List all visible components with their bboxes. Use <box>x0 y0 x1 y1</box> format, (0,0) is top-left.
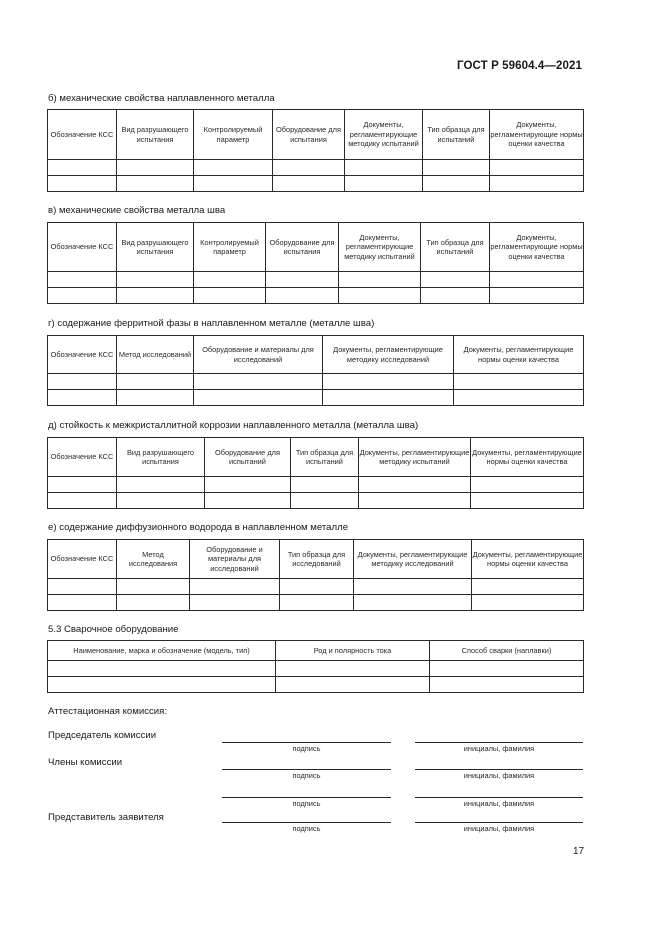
header-cell: Вид разрушающего испытания <box>117 438 205 477</box>
signature-caption: подпись <box>292 771 321 780</box>
section-e-caption: е) содержание диффузионного водорода в наплавленном металле <box>48 522 349 533</box>
header-cell: Обозначение КСС <box>48 438 117 477</box>
table-row <box>48 579 584 595</box>
table-d <box>47 437 584 509</box>
header-cell: Способ сварки (наплавки) <box>430 641 584 661</box>
header-cell: Вид разрушающего испытания <box>117 223 194 272</box>
header-cell: Контролируемый параметр <box>194 110 273 160</box>
table-b <box>47 109 584 192</box>
initials-caption: инициалы, фамилия <box>463 824 535 833</box>
header-cell: Оборудование и материалы для исследований <box>190 540 280 579</box>
initials-caption: инициалы, фамилия <box>463 744 535 753</box>
header-cell: Метод исследования <box>117 540 190 579</box>
chairman-label: Председатель комиссии <box>48 730 157 741</box>
section-v-caption: в) механические свойства металла шва <box>48 205 226 216</box>
signature-line <box>222 822 391 823</box>
header-cell: Документы, регламентирующие методику испытаний <box>359 438 471 477</box>
header-cell: Оборудование для испытания <box>266 223 339 272</box>
header-cell: Оборудование для испытаний <box>205 438 291 477</box>
name-line <box>415 742 583 743</box>
applicant-rep-label: Представитель заявителя <box>48 812 164 823</box>
name-line <box>415 797 583 798</box>
section-53-caption: 5.3 Сварочное оборудование <box>48 624 179 635</box>
header-cell: Оборудование и материалы для исследований <box>194 336 323 374</box>
table-row <box>48 493 584 509</box>
signature-line <box>222 742 391 743</box>
signature-caption: подпись <box>292 824 321 833</box>
section-b-caption: б) механические свойства наплавленного металла <box>48 93 275 104</box>
commission-title: Аттестационная комиссия: <box>48 706 168 717</box>
header-cell: Тип образца для испытаний <box>291 438 359 477</box>
header-cell: Документы, регламентирующие нормы оценки качества <box>490 110 584 160</box>
signature-line <box>222 769 391 770</box>
table-v <box>47 222 584 304</box>
table-row <box>48 390 584 406</box>
header-cell: Документы, регламентирующие методику исследований <box>323 336 454 374</box>
signature-caption: подпись <box>292 744 321 753</box>
header-cell: Обозначение КСС <box>48 223 117 272</box>
table-row <box>48 661 584 677</box>
initials-caption: инициалы, фамилия <box>463 771 535 780</box>
table-e <box>47 539 584 611</box>
table-row <box>48 176 584 192</box>
header-cell: Документы, регламентирующие методику испытаний <box>339 223 421 272</box>
header-cell: Обозначение КСС <box>48 336 117 374</box>
header-cell: Документы, регламентирующие нормы оценки качества <box>454 336 584 374</box>
signature-line <box>222 797 391 798</box>
table-row <box>48 160 584 176</box>
header-cell: Вид разрушающего испытания <box>117 110 194 160</box>
section-g-caption: г) содержание ферритной фазы в наплавленном металле (металле шва) <box>48 318 375 329</box>
header-cell: Документы, регламентирующие нормы оценки качества <box>490 223 584 272</box>
header-cell: Тип образца для испытаний <box>423 110 490 160</box>
header-cell: Род и полярность тока <box>276 641 430 661</box>
header-cell: Документы, регламентирующие методику исследований <box>354 540 472 579</box>
table-row <box>48 272 584 288</box>
name-line <box>415 769 583 770</box>
header-cell: Документы, регламентирующие нормы оценки качества <box>472 540 584 579</box>
table-53 <box>47 640 584 693</box>
signature-caption: подпись <box>292 799 321 808</box>
header-cell: Тип образца для испытаний <box>421 223 490 272</box>
header-cell: Документы, регламентирующие нормы оценки качества <box>471 438 584 477</box>
name-line <box>415 822 583 823</box>
section-d-caption: д) стойкость к межкристаллитной коррозии наплавленного металла (металла шва) <box>48 420 419 431</box>
header-cell: Обозначение КСС <box>48 540 117 579</box>
header-cell: Метод исследований <box>117 336 194 374</box>
header-cell: Оборудование для испытания <box>273 110 345 160</box>
header-cell: Тип образца для исследований <box>280 540 354 579</box>
header-cell: Документы, регламентирующие методику испытаний <box>345 110 423 160</box>
table-g <box>47 335 584 406</box>
header-cell: Наименование, марка и обозначение (модель, тип) <box>48 641 276 661</box>
initials-caption: инициалы, фамилия <box>463 799 535 808</box>
table-row <box>48 374 584 390</box>
header-cell: Обозначение КСС <box>48 110 117 160</box>
table-row <box>48 477 584 493</box>
members-label: Члены комиссии <box>48 757 123 768</box>
document-id: ГОСТ Р 59604.4—2021 <box>457 60 582 72</box>
table-row <box>48 595 584 611</box>
page-number: 17 <box>573 846 585 857</box>
table-row <box>48 288 584 304</box>
header-cell: Контролируемый параметр <box>194 223 266 272</box>
table-row <box>48 677 584 693</box>
